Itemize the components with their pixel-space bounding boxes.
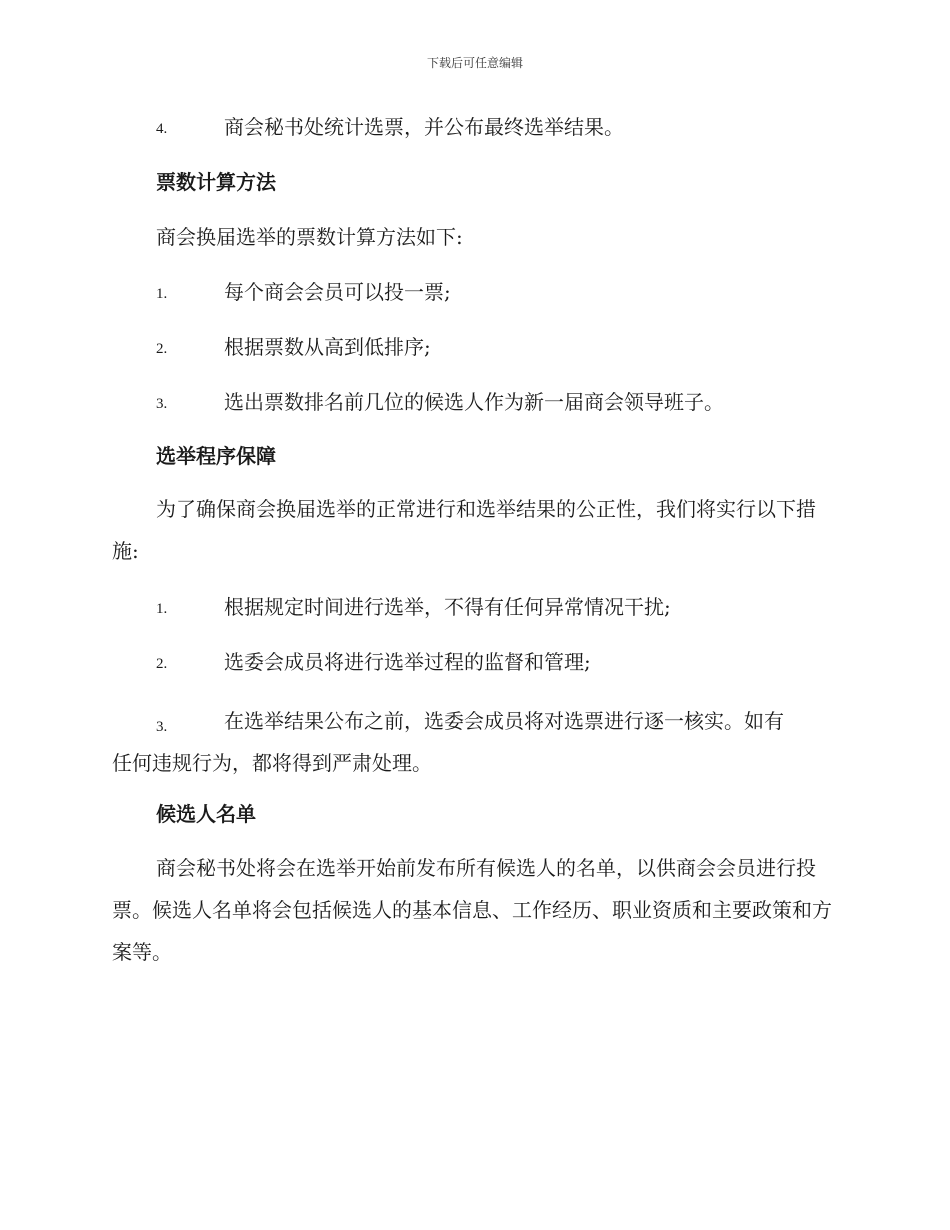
- list-item-number: 2.: [156, 656, 168, 672]
- paragraph: 商会换届选举的票数计算方法如下:: [156, 225, 463, 249]
- list-item-text: 选委会成员将进行选举过程的监督和管理;: [224, 650, 591, 674]
- list-item-text: 根据规定时间进行选举，不得有任何异常情况干扰;: [224, 595, 671, 619]
- list-item: [112, 330, 832, 364]
- list-item-number: 2.: [156, 341, 168, 357]
- list-item-number: 1.: [156, 601, 168, 617]
- list-item-number: 1.: [156, 286, 168, 302]
- list-item: [112, 700, 832, 784]
- list-item-text: 根据票数从高到低排序;: [224, 335, 431, 359]
- paragraph: 商会秘书处将会在选举开始前发布所有候选人的名单，以供商会会员进行投票。候选人名单将会包括候选人的基本信息、工作经历、职业资质和主要政策和方案等。: [112, 856, 832, 964]
- section-heading: 票数计算方法: [156, 170, 276, 194]
- list-item: [112, 110, 832, 144]
- list-item: [112, 645, 832, 679]
- list-item-number: 4.: [156, 121, 168, 137]
- section-heading: 候选人名单: [156, 802, 256, 826]
- list-item-text: 商会秘书处统计选票，并公布最终选举结果。: [224, 115, 624, 139]
- section-heading: 选举程序保障: [156, 444, 276, 468]
- list-item-number: 3.: [156, 396, 168, 412]
- paragraph: 为了确保商会换届选举的正常进行和选举结果的公正性，我们将实行以下措施:: [112, 497, 816, 563]
- list-item-number: 3.: [156, 719, 168, 735]
- list-item-text: 选出票数排名前几位的候选人作为新一届商会领导班子。: [224, 390, 724, 414]
- list-item: [112, 590, 832, 624]
- list-item-text-line2: 任何违规行为，都将得到严肃处理。: [112, 751, 432, 775]
- list-item: [112, 275, 832, 309]
- list-item: [112, 385, 832, 419]
- list-item-text-line1: 在选举结果公布之前，选委会成员将对选票进行逐一核实。如有: [224, 709, 784, 733]
- list-item-text: 每个商会会员可以投一票;: [224, 280, 451, 304]
- page-header: 下载后可任意编辑: [426, 56, 523, 70]
